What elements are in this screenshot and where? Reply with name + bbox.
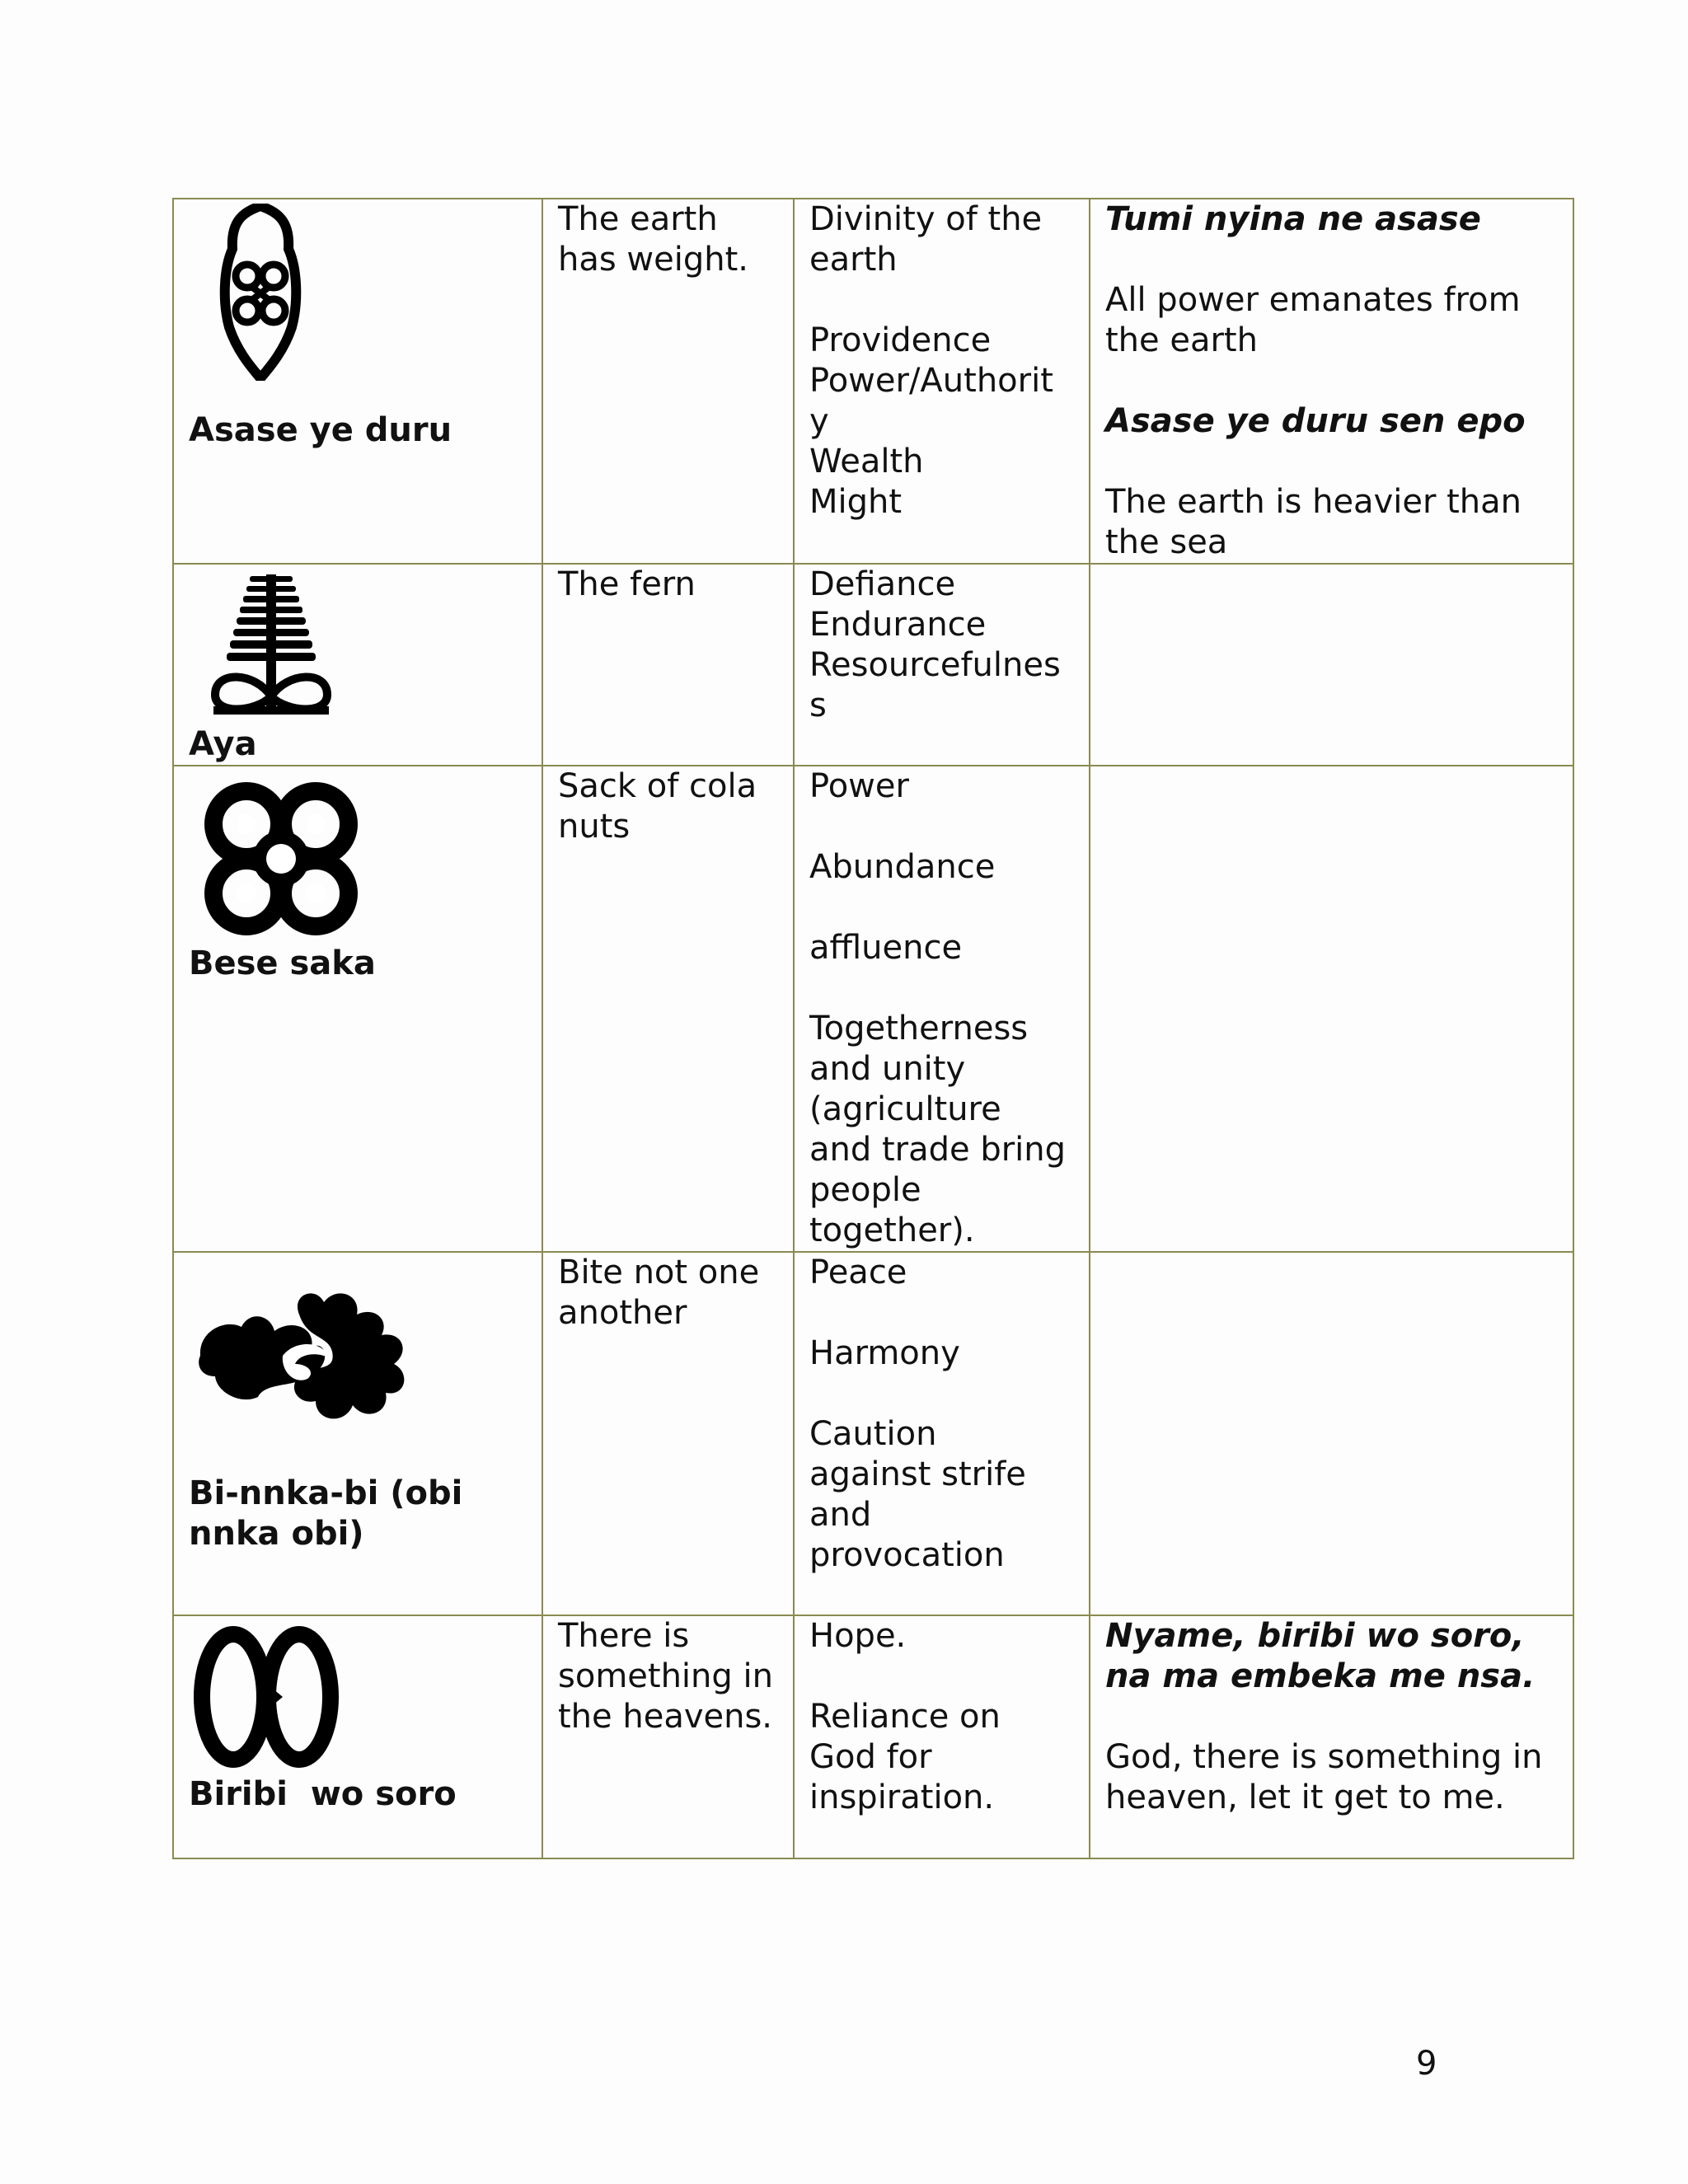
proverb-cell — [1090, 199, 1573, 564]
symbol-cell — [173, 1615, 542, 1858]
symbol-name: Asase ye duru — [189, 411, 452, 449]
meanings-text: Power Abundance affluence Togetherness and unity (agriculture and trade bring people together). — [809, 767, 1067, 1249]
proverb-text: Nyame, biribi wo soro, na ma embeka me nsa. — [1105, 1617, 1536, 1695]
table-row — [173, 766, 1573, 1252]
meanings-text: Hope. Reliance on God for inspiration. — [809, 1617, 1001, 1816]
meanings-text: Divinity of the earth Providence Power/Authorit y Wealth Might — [809, 200, 1053, 521]
proverb-text: Asase ye duru sen epo — [1105, 402, 1526, 440]
bi-nnka-bi-icon — [192, 1282, 431, 1438]
symbol-name: Bese saka — [189, 944, 376, 982]
description-cell — [542, 564, 794, 766]
proverb-cell — [1090, 1615, 1573, 1858]
page-number: 9 — [1416, 2045, 1437, 2083]
symbol-cell — [173, 199, 542, 564]
description-cell — [542, 199, 794, 564]
description-text: There is something in the heavens. — [558, 1617, 773, 1736]
proverb-text: Tumi nyina ne asase — [1105, 200, 1481, 238]
proverb-cell — [1090, 766, 1573, 1252]
fern-icon — [205, 573, 337, 721]
table-row — [173, 199, 1573, 564]
translation-text: The earth is heavier than the sea — [1105, 483, 1522, 561]
meanings-cell — [794, 199, 1090, 564]
symbol-cell — [173, 564, 542, 766]
symbol-name: Bi-nnka-bi (obi nnka obi) — [189, 1474, 463, 1553]
asase-ye-duru-icon — [219, 204, 302, 381]
description-text: Bite not one another — [558, 1254, 760, 1332]
description-text: The earth has weight. — [558, 200, 748, 279]
meanings-cell — [794, 564, 1090, 766]
symbol-name: Biribi wo soro — [189, 1775, 457, 1813]
translation-text: God, there is something in heaven, let it get to me. — [1105, 1738, 1543, 1816]
meanings-cell — [794, 1615, 1090, 1858]
symbol-name: Aya — [189, 725, 257, 763]
description-cell — [542, 1252, 794, 1615]
proverb-cell — [1090, 564, 1573, 766]
proverb-cell — [1090, 1252, 1573, 1615]
description-text: The fern — [558, 565, 696, 603]
description-text: Sack of cola nuts — [558, 767, 757, 846]
biribi-wo-soro-icon — [192, 1623, 340, 1771]
table-row — [173, 1252, 1573, 1615]
meanings-cell — [794, 766, 1090, 1252]
meanings-text: Defiance Endurance Resourcefulnes s — [809, 565, 1061, 724]
bese-saka-icon — [199, 776, 363, 941]
meanings-cell — [794, 1252, 1090, 1615]
table-row — [173, 1615, 1573, 1858]
symbol-cell — [173, 766, 542, 1252]
description-cell — [542, 766, 794, 1252]
table-row — [173, 564, 1573, 766]
translation-text: All power emanates from the earth — [1105, 281, 1521, 359]
adinkra-symbols-table — [172, 198, 1574, 1859]
symbol-cell — [173, 1252, 542, 1615]
description-cell — [542, 1615, 794, 1858]
meanings-text: Peace Harmony Caution against strife and provocation — [809, 1254, 1026, 1574]
